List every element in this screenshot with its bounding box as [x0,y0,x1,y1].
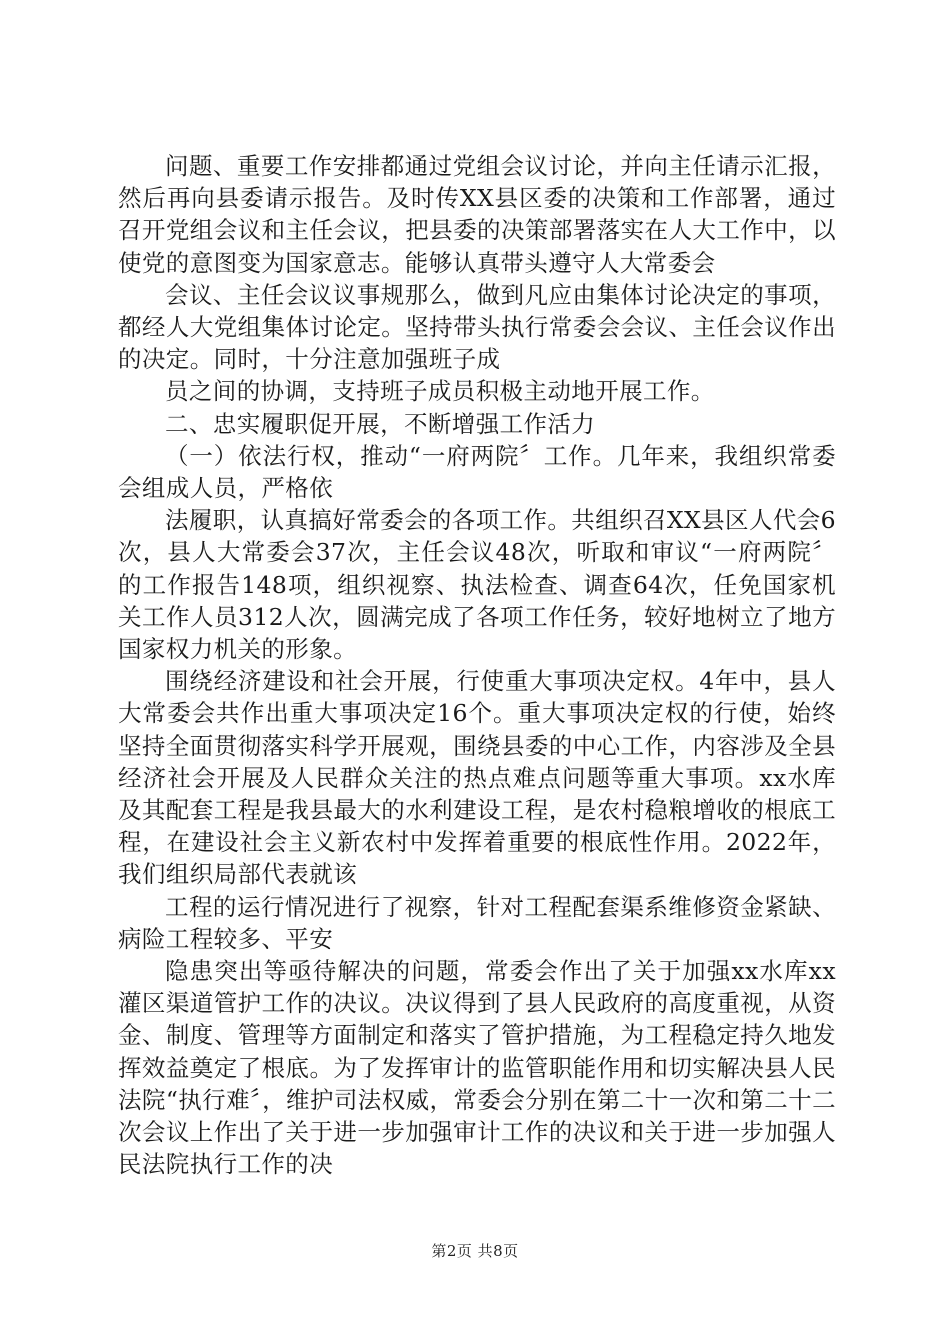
document-body [118,150,836,1181]
paragraph: 员之间的协调，支持班子成员积极主动地开展工作。 [165,377,715,406]
page-number-footer: 第2页 共8页 [431,1242,519,1260]
paragraph: 会议、主任会议议事规那么，做到凡应由集体讨论决定的事项，都经人大党组集体讨论定。坚持带头执行常委会会议、主任会议作出的决定。同时，十分注意加强班子成 [118,280,836,374]
paragraph: 工程的运行情况进行了视察，针对工程配套渠系维修资金紧缺、病险工程较多、平安 [118,892,836,953]
paragraph: 隐患突出等亟待解决的问题，常委会作出了关于加强xx水库xx灌区渠道管护工作的决议。决议得到了县人民政府的高度重视，从资金、制度、管理等方面制定和落实了管护措施，为工程稳定持久地发挥效益奠定了根底。为了发挥审计的监管职能作用和切实解决县人民法院“执行难〞，维护司法权威，常委会分别在第二十一次和第二十二次会议上作出了关于进一步加强审计工作的决议和关于进一步加强人民法院执行工作的决 [118,957,836,1179]
paragraph: 围绕经济建设和社会开展，行使重大事项决定权。4年中，县人大常委会共作出重大事项决定16个。重大事项决定权的行使，始终坚持全面贯彻落实科学开展观，围绕县委的中心工作，内容涉及全县经济社会开展及人民群众关注的热点难点问题等重大事项。xx水库及其配套工程是我县最大的水利建设工程，是农村稳粮增收的根底工程，在建设社会主义新农村中发挥着重要的根底性作用。2022年，我们组织局部代表就该 [118,667,836,889]
subsection-heading: （一）依法行权，推动“一府两院〞工作。几年来，我组织常委会组成人员，严格依 [118,441,836,503]
section-heading: 二、忠实履职促开展，不断增强工作活力 [165,409,596,438]
paragraph: 问题、重要工作安排都通过党组会议讨论，并向主任请示汇报，然后再向县委请示报告。及时传XX县区委的决策和工作部署，通过召开党组会议和主任会议，把县委的决策部署落实在人大工作中，以使党的意图变为国家意志。能够认真带头遵守人大常委会 [118,152,836,277]
paragraph: 法履职，认真搞好常委会的各项工作。共组织召XX县区人代会6次，县人大常委会37次，主任会议48次，听取和审议“一府两院〞的工作报告148项，组织视察、执法检查、调查64次，任免国家机关工作人员312人次，圆满完成了各项工作任务，较好地树立了地方国家权力机关的形象。 [118,506,837,664]
